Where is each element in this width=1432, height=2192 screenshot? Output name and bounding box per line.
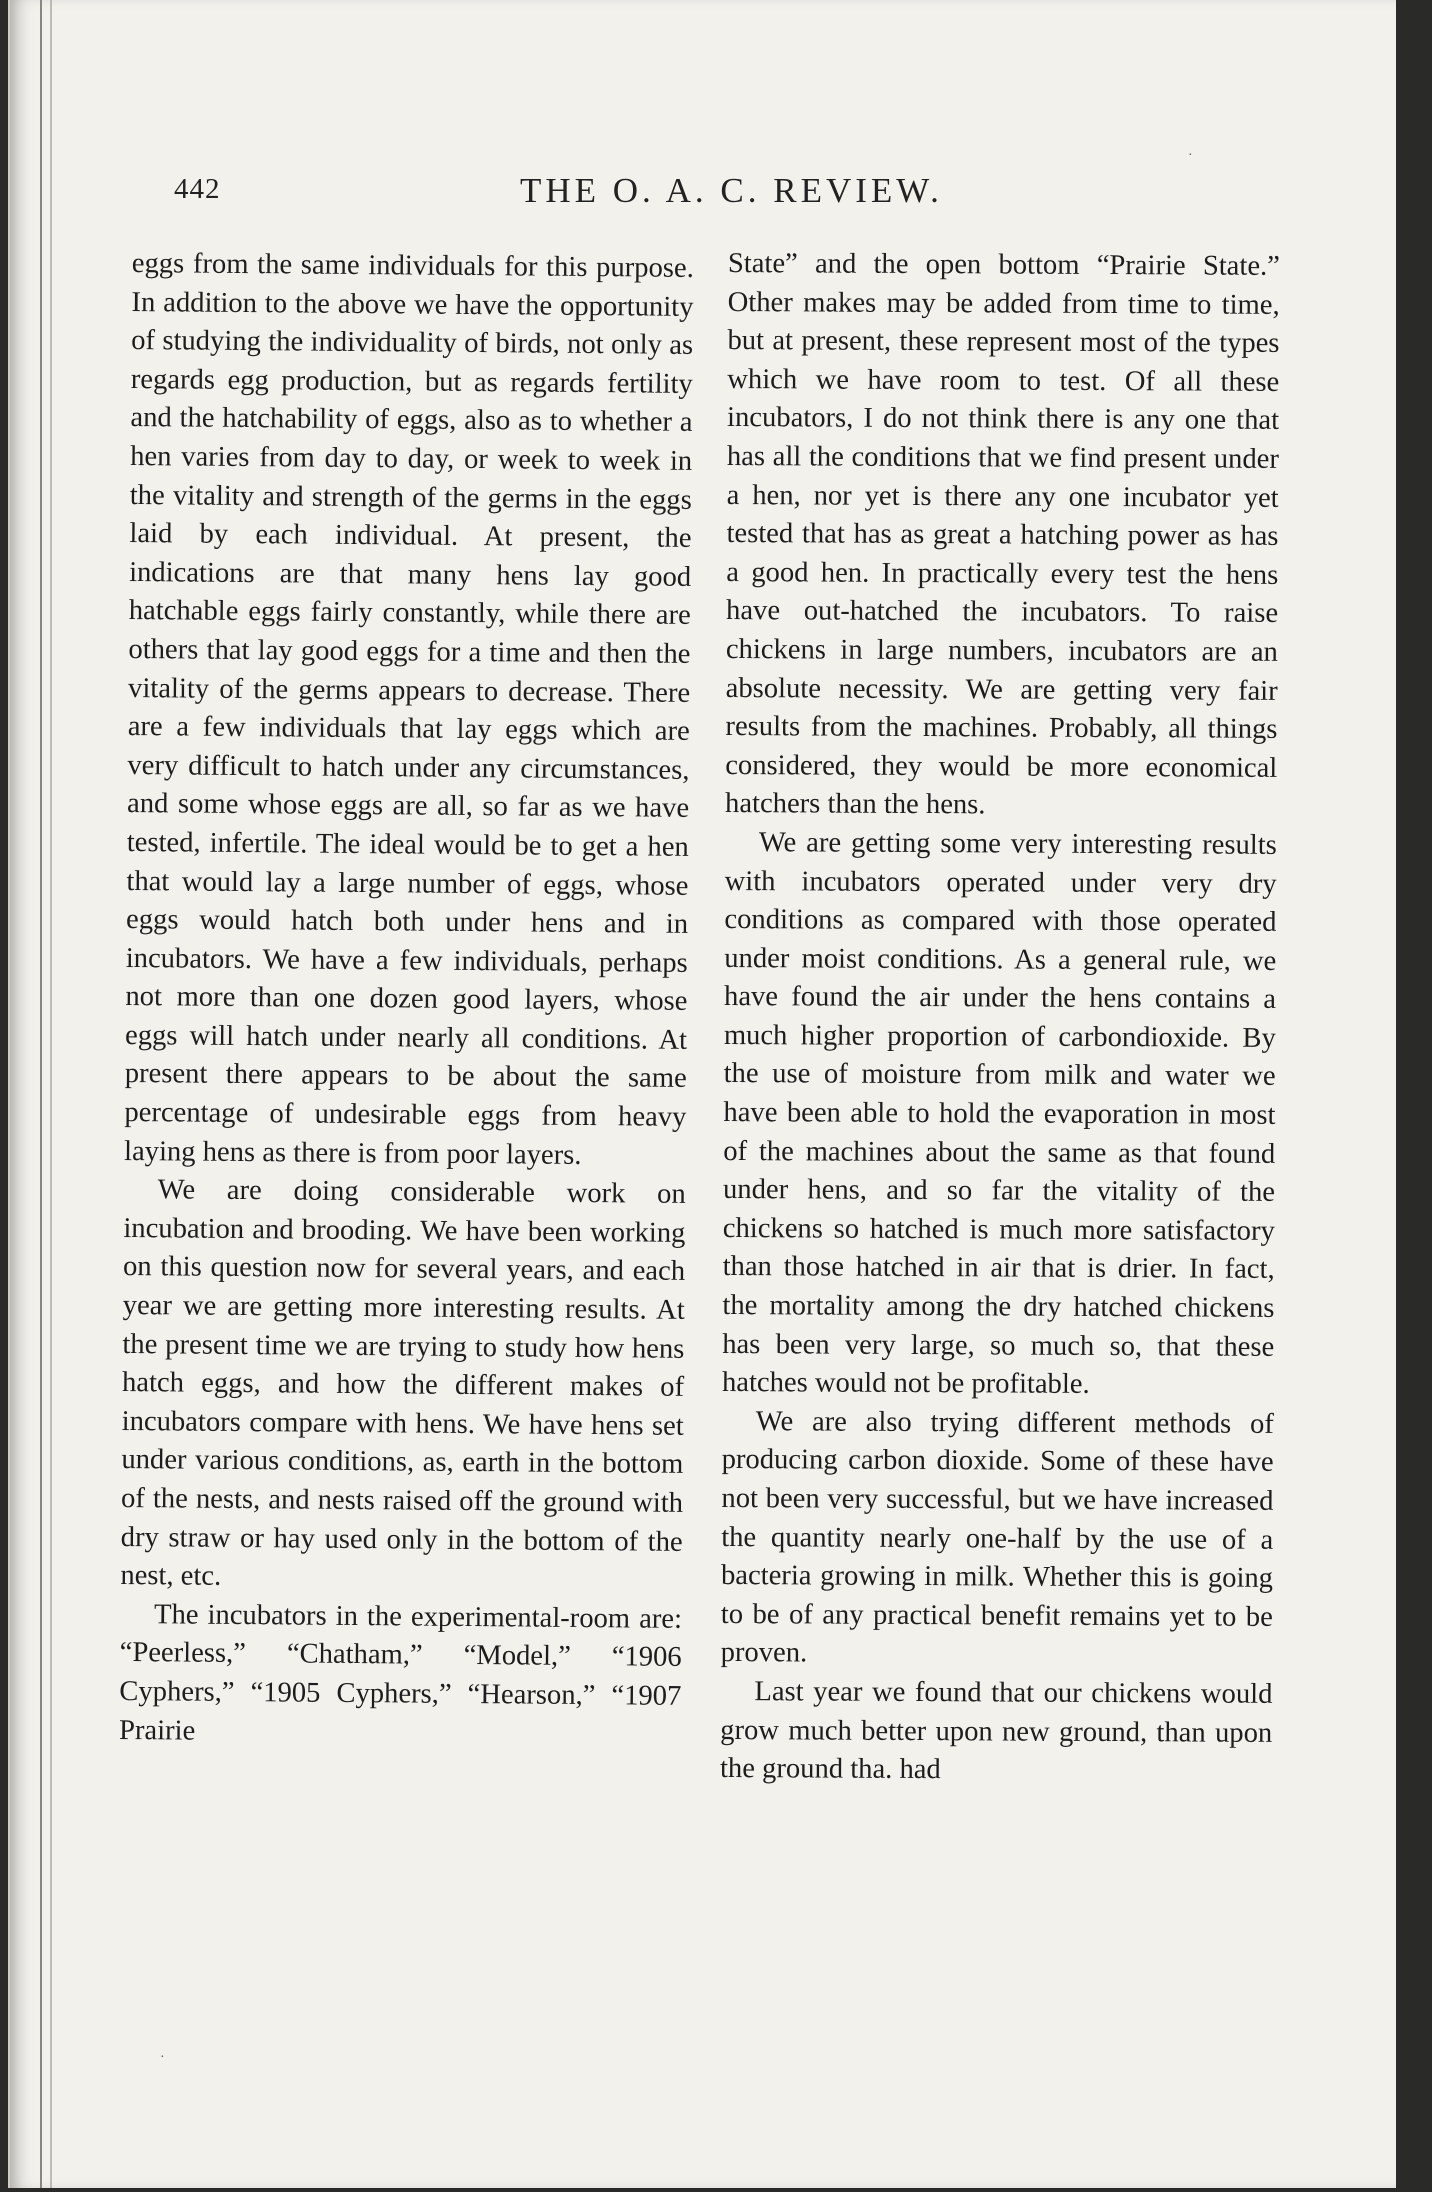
paragraph: The incubators in the experimental-room are: “Peerless,” “Chatham,” “Model,” “1906 Cyphers,” “1905 Cyphers,” “Hearson,” “1907 Prairie	[118, 1599, 683, 1747]
scan-speck: ·	[1188, 148, 1193, 163]
left-column	[119, 245, 694, 1755]
page-number: 442	[174, 173, 221, 205]
page-edge-line	[40, 0, 42, 2188]
paragraph: We are doing considerable work on incubation and brooding. We have been working on this question now for several years, and each year we are getting more interesting results. At the present time we are trying to study how hens hatch eggs, and how the different makes of incubators compare with hens. We have hens set under various conditions, as, earth in the bottom of the nests, and nests raised off the ground with dry straw or hay used only in the bottom of the nest, etc.	[120, 1174, 686, 1593]
running-header	[10, 165, 1396, 225]
paragraph: We are also trying different methods of producing carbon dioxide. Some of these have not been very successful, but we have increased the quantity nearly one-half by the use of a bacteria growing in milk. Whether this is going to be of any practical benefit remains yet to be proven.	[720, 1405, 1274, 1669]
journal-title: THE O. A. C. REVIEW.	[520, 171, 943, 210]
right-column	[720, 245, 1280, 1792]
paragraph: State” and the open bottom “Prairie State.” Other makes may be added from time to time, but at present, these represent most of the types which we have room to test. Of all these incubators, I do not think there is any one that has all the conditions that we find present under a hen, nor yet is there any one incubator yet tested that has as great a hatching power as has a good hen. In practically every test the hens have out-hatched the incubators. To raise chickens in large numbers, incubators are an absolute necessity. We are getting very fair results from the machines. Probably, all things considered, they would be more economical hatchers than the hens.	[724, 247, 1280, 821]
scanned-page	[8, 0, 1396, 2188]
paragraph: Last year we found that our chickens would grow much better upon new ground, than upon the ground tha. had	[719, 1676, 1273, 1786]
paragraph: eggs from the same individuals for this purpose. In addition to the above we have the opportunity of studying the individuality of birds, not only as regards egg production, but as regards fertility and the hatchability of eggs, also as to whether a hen varies from day to day, or week to week in the vitality and strength of the germs in the eggs laid by each individual. At present, the indications are that many hens lay good hatchable eggs fairly constantly, while there are others that lay good eggs for a time and then the vitality of the germs appears to decrease. There are a few individuals that lay eggs which are very difficult to hatch under any circumstances, and some whose eggs are all, so far as we have tested, infertile. The ideal would be to get a hen that would lay a large number of eggs, whose eggs would hatch both under hens and in incubators. We have a few individuals, perhaps not more than one dozen good layers, whose eggs will hatch under nearly all conditions. At present there appears to be about the same percentage of undesirable eggs from heavy laying hens as there is from poor layers.	[123, 247, 694, 1171]
scan-speck: ·	[160, 2050, 165, 2065]
page-edge-line	[50, 0, 52, 2188]
paragraph: We are getting some very interesting results with incubators operated under very dry conditions as compared with those operated under moist conditions. As a general rule, we have found the air under the hens contains a much higher proportion of carbondioxide. By the use of moisture from milk and water we have been able to hold the evaporation in most of the machines about the same as that found under hens, and so far the vitality of the chickens so hatched is much more satisfactory than those hatched in air that is drier. In fact, the mortality among the dry hatched chickens has been very large, so much so, that these hatches would not be profitable.	[721, 827, 1277, 1401]
